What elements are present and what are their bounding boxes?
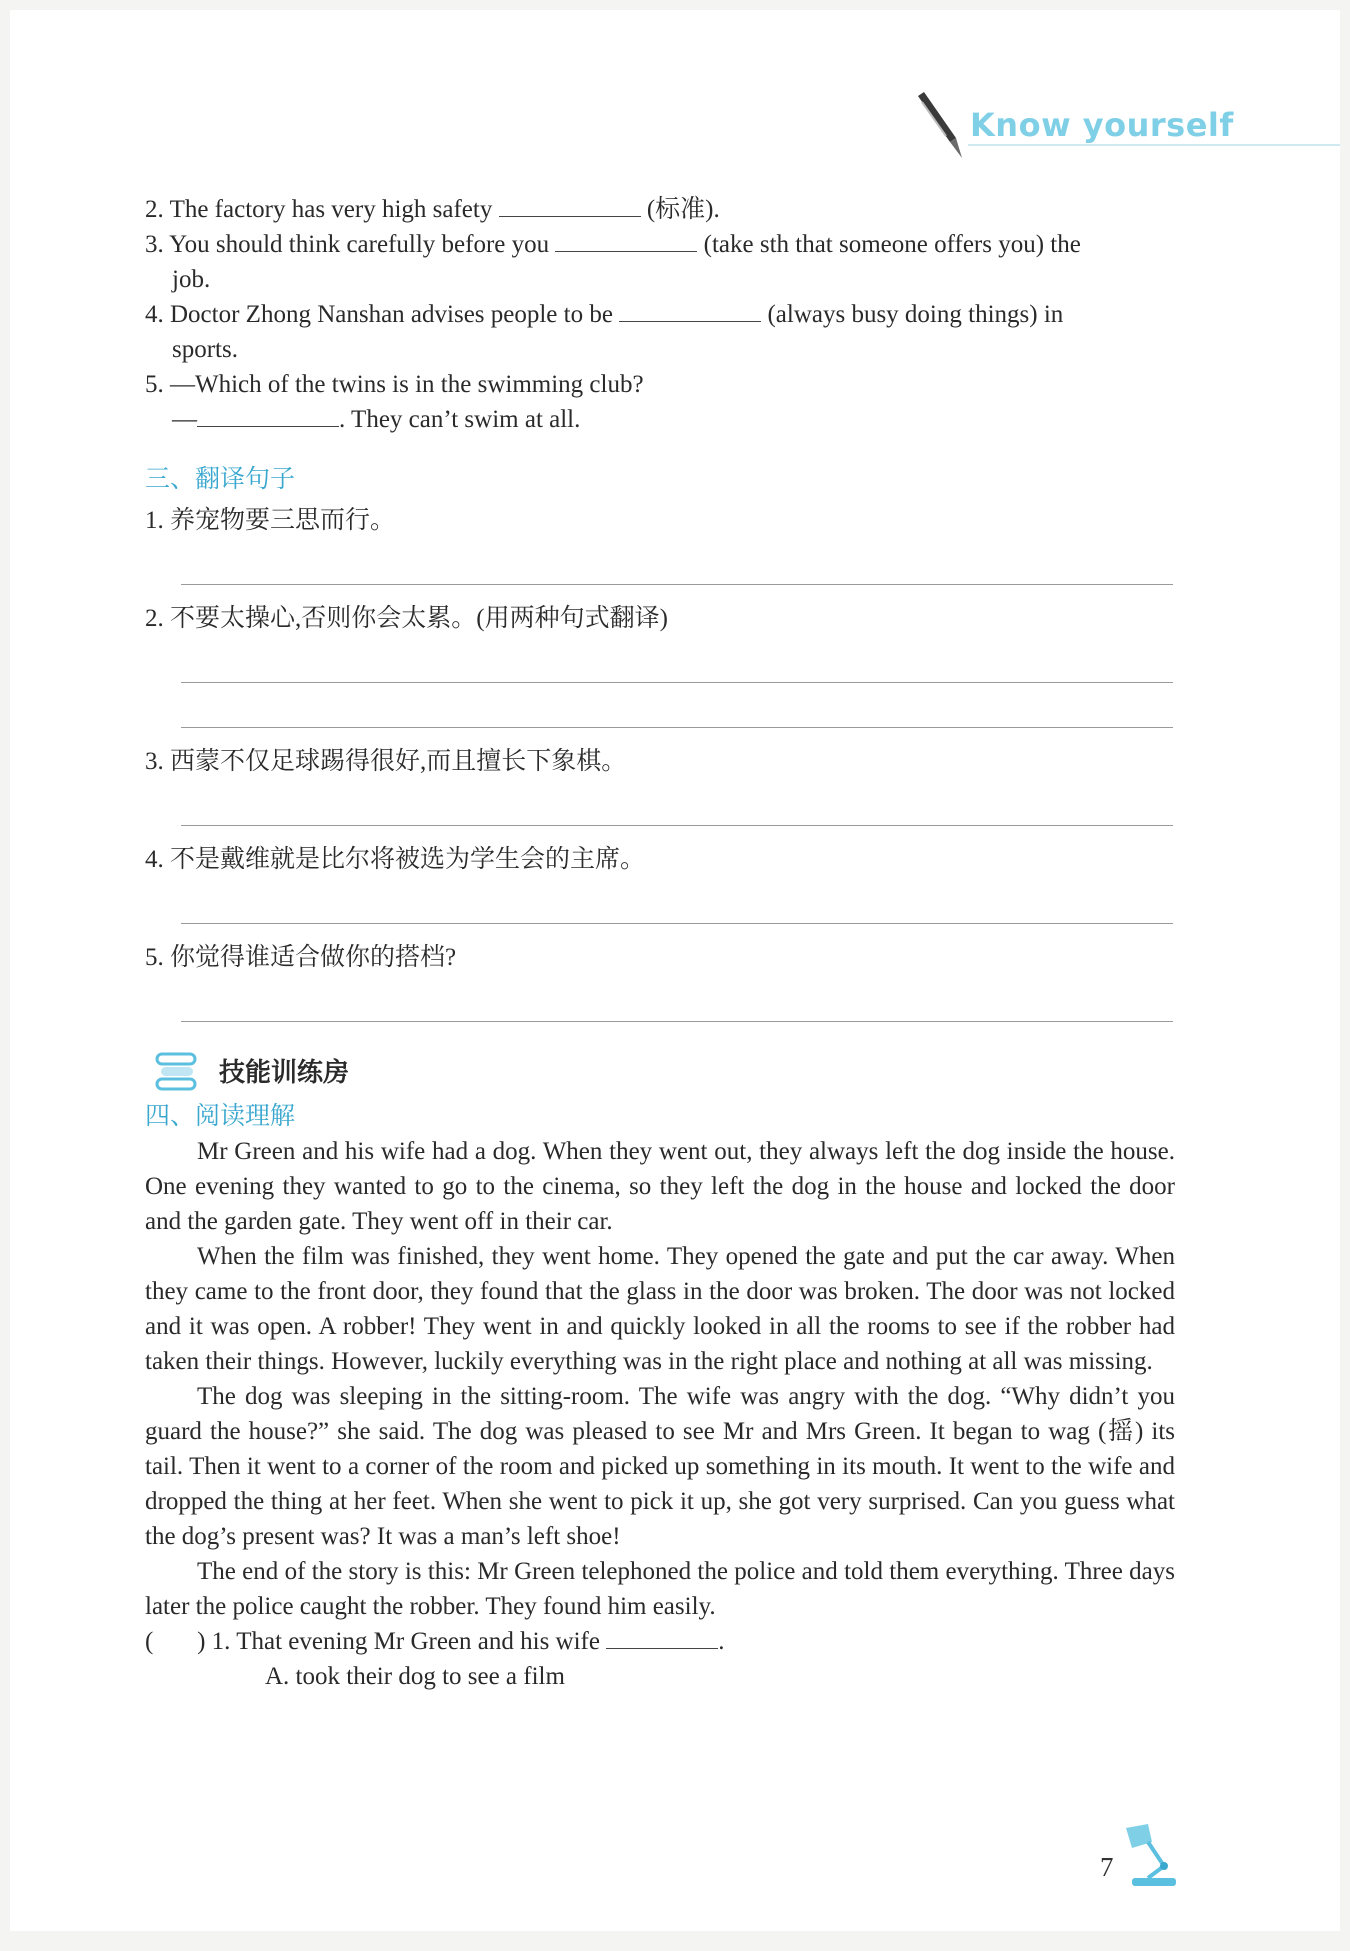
reading-paragraph: The end of the story is this: Mr Green telephoned the police and told them everything. Three days later the police caught the robber. They found him easily. xyxy=(145,1558,1175,1620)
translation-item-3: 3. 西蒙不仅足球踢得很好,而且擅长下象棋。 xyxy=(145,748,627,775)
workbook-page xyxy=(10,10,1340,1931)
translation-item-4: 4. 不是戴维就是比尔将被选为学生会的主席。 xyxy=(145,846,646,873)
fill-item-5-answer: — . They can’t swim at all. xyxy=(145,402,1185,437)
answer-blank[interactable] xyxy=(619,297,761,322)
page-number: 7 xyxy=(1100,1852,1114,1882)
answer-bracket[interactable]: ( ) xyxy=(145,1628,206,1655)
reading-paragraph: The dog was sleeping in the sitting-room. The wife was angry with the dog. “Why didn’t you guard the house?” she said. The dog was pleased to see Mr and Mrs Green. It began to wag (摇) its tail. Then it went to a corner of the room and picked up something in its mouth. It went to the wife and dropped the thing at her feet. When she went to pick it up, she got very surprised. Can you guess what the dog’s present was? It was a man’s left shoe! xyxy=(145,1383,1175,1550)
answer-line[interactable] xyxy=(181,1021,1173,1022)
header-rule xyxy=(968,144,1340,146)
question-1-option-a[interactable]: A. took their dog to see a film xyxy=(265,1663,565,1690)
fill-item-5: 5. —Which of the twins is in the swimming club? xyxy=(145,371,644,398)
stacked-bars-icon xyxy=(155,1052,199,1092)
header-title: Know yourself xyxy=(970,106,1234,144)
pen-icon xyxy=(910,92,970,162)
section-4-title: 四、阅读理解 xyxy=(145,1101,296,1130)
skill-title: 技能训练房 xyxy=(219,1058,350,1088)
translation-item-5: 5. 你觉得谁适合做你的搭档? xyxy=(145,944,457,971)
fill-item-2: 2. The factory has very high safety (标准). xyxy=(145,192,1185,227)
fill-item-3: 3. You should think carefully before you (take sth that someone offers you) the xyxy=(145,227,1185,262)
desk-lamp-icon xyxy=(1118,1822,1180,1888)
reading-paragraph: When the film was finished, they went home. They opened the gate and put the car away. When they came to the front door, they found that the glass in the door was broken. The door was not locked and it was open. A robber! They went in and quickly looked in all the rooms to see if the robber had taken their things. However, luckily everything was in the right place and nothing at all was missing. xyxy=(145,1243,1175,1375)
question-1: ( ) 1. That evening Mr Green and his wife . xyxy=(145,1624,1185,1659)
reading-paragraph: Mr Green and his wife had a dog. When they went out, they always left the dog inside the house. One evening they wanted to go to the cinema, so they left the dog in the house and locked the door and the garden gate. They went off in their car. xyxy=(145,1138,1175,1235)
fill-item-3-cont: job. xyxy=(172,266,211,293)
page-content xyxy=(145,192,1185,1694)
answer-blank[interactable] xyxy=(555,227,697,252)
page-header xyxy=(910,92,1340,162)
skill-section-header xyxy=(145,1044,1185,1092)
section-3-title: 三、翻译句子 xyxy=(145,464,296,493)
answer-line[interactable] xyxy=(181,682,1173,683)
answer-blank[interactable] xyxy=(197,402,339,427)
answer-blank[interactable] xyxy=(499,192,641,217)
translation-item-2: 2. 不要太操心,否则你会太累。(用两种句式翻译) xyxy=(145,605,668,632)
fill-item-4-cont: sports. xyxy=(172,336,238,363)
answer-blank[interactable] xyxy=(606,1624,718,1649)
translation-item-1: 1. 养宠物要三思而行。 xyxy=(145,507,396,534)
fill-item-4: 4. Doctor Zhong Nanshan advises people to be (always busy doing things) in xyxy=(145,297,1185,332)
